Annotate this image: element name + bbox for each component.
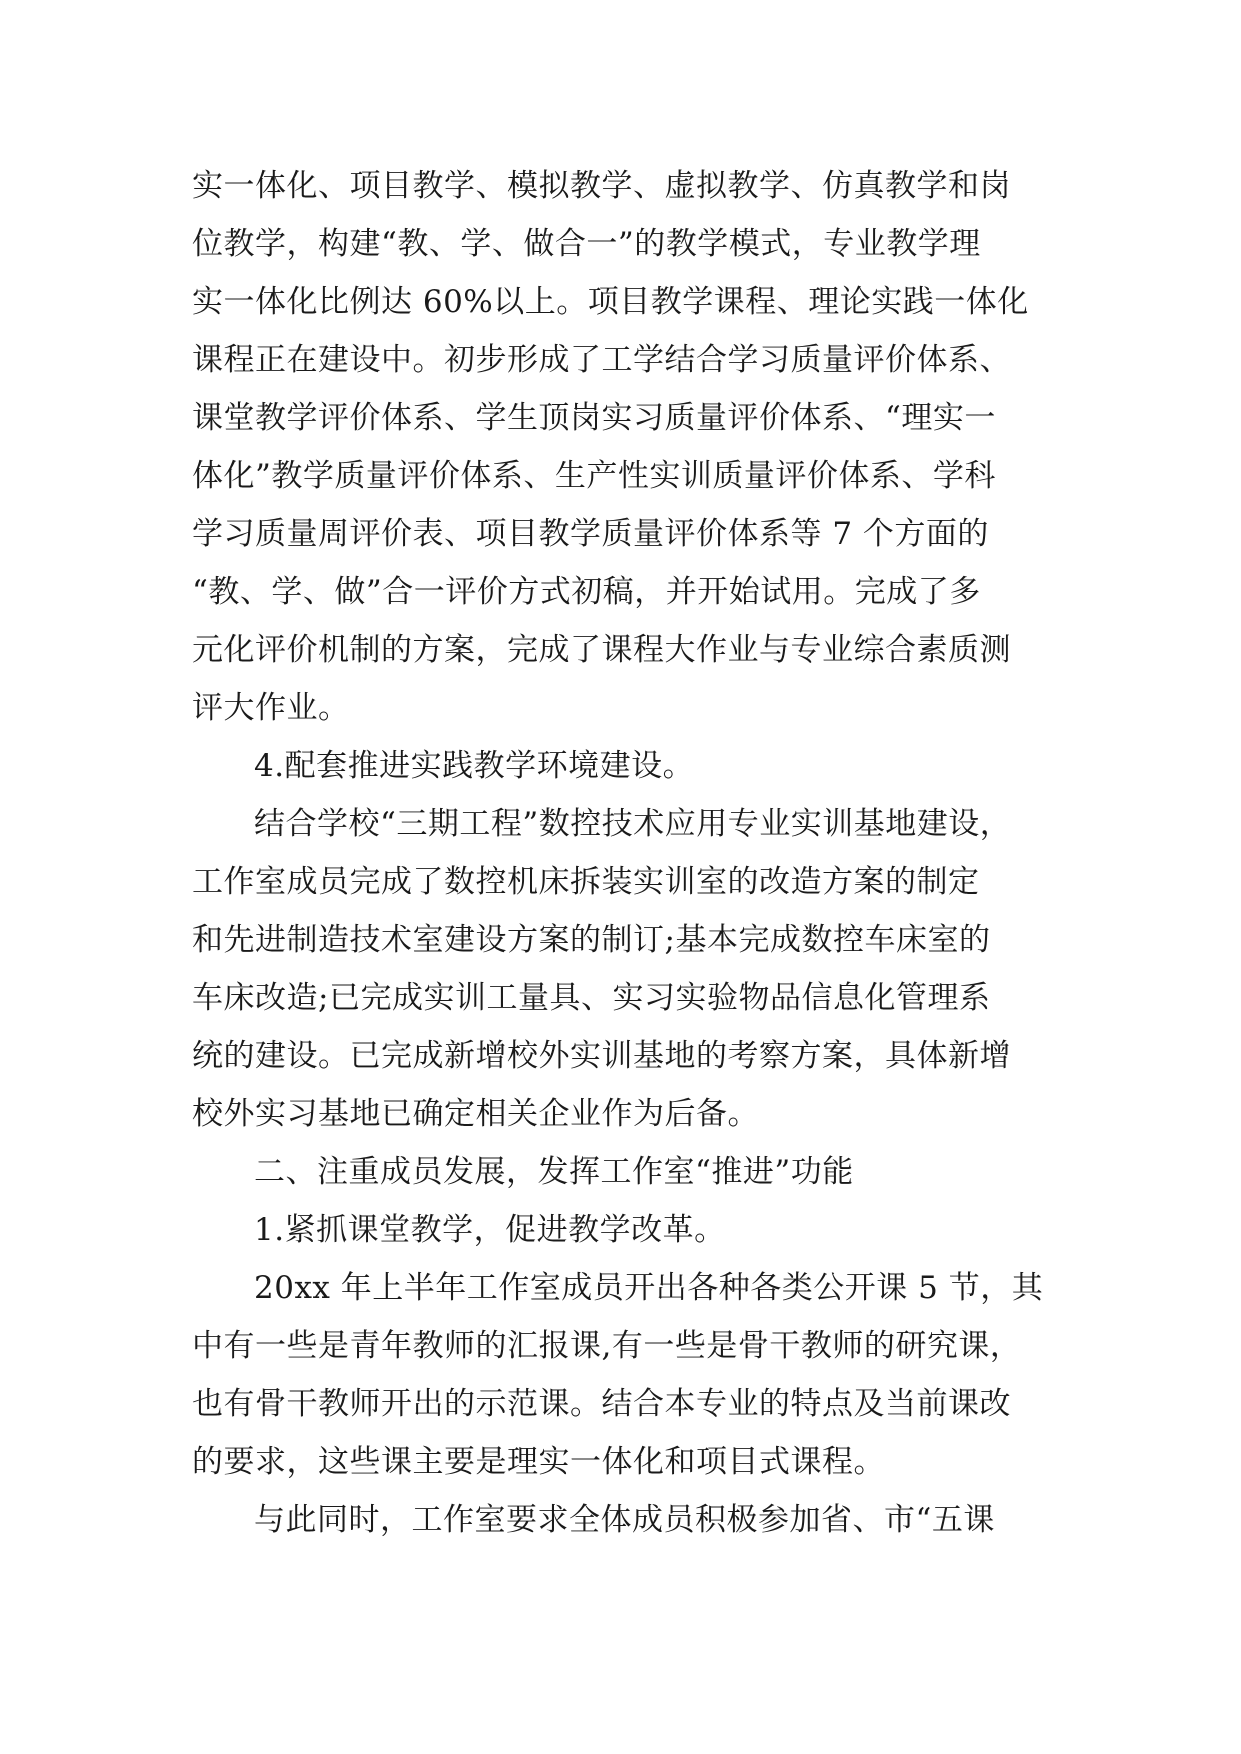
text-line: 车床改造;已完成实训工量具、实习实验物品信息化管理系 bbox=[192, 980, 991, 1016]
text-line: 实一体化比例达 60%以上。项目教学课程、理论实践一体化 bbox=[192, 284, 1029, 320]
text-line: 和先进制造技术室建设方案的制订;基本完成数控车床室的 bbox=[192, 922, 991, 958]
text-line: 结合学校“三期工程”数控技术应用专业实训基地建设， bbox=[254, 806, 1012, 842]
text-line: 课堂教学评价体系、学生顶岗实习质量评价体系、“理实一 bbox=[192, 400, 996, 436]
text-line: 位教学，构建“教、学、做合一”的教学模式，专业教学理 bbox=[192, 226, 981, 262]
text-line: 元化评价机制的方案，完成了课程大作业与专业综合素质测 bbox=[192, 632, 1011, 668]
document-body bbox=[192, 157, 1052, 1549]
text-line: 课程正在建设中。初步形成了工学结合学习质量评价体系、 bbox=[192, 342, 1011, 378]
text-line: 4.配套推进实践教学环境建设。 bbox=[254, 748, 695, 784]
text-line: 二、注重成员发展，发挥工作室“推进”功能 bbox=[254, 1154, 854, 1190]
text-line: 体化”教学质量评价体系、生产性实训质量评价体系、学科 bbox=[192, 458, 996, 494]
text-line: 与此同时，工作室要求全体成员积极参加省、市“五课 bbox=[254, 1502, 995, 1538]
text-line: 也有骨干教师开出的示范课。结合本专业的特点及当前课改 bbox=[192, 1386, 1011, 1422]
text-line: 的要求，这些课主要是理实一体化和项目式课程。 bbox=[192, 1444, 885, 1480]
text-line: 1.紧抓课堂教学，促进教学改革。 bbox=[254, 1212, 726, 1248]
text-line: 学习质量周评价表、项目教学质量评价体系等 7 个方面的 bbox=[192, 516, 989, 552]
text-line: 中有一些是青年教师的汇报课,有一些是骨干教师的研究课， bbox=[192, 1328, 1022, 1364]
text-line: “教、学、做”合一评价方式初稿，并开始试用。完成了多 bbox=[192, 574, 981, 610]
text-line: 20xx 年上半年工作室成员开出各种各类公开课 5 节，其 bbox=[254, 1270, 1044, 1306]
text-line: 统的建设。已完成新增校外实训基地的考察方案，具体新增 bbox=[192, 1038, 1011, 1074]
text-line: 校外实习基地已确定相关企业作为后备。 bbox=[192, 1096, 759, 1132]
text-line: 实一体化、项目教学、模拟教学、虚拟教学、仿真教学和岗 bbox=[192, 168, 1011, 204]
text-line: 评大作业。 bbox=[192, 690, 350, 726]
text-line: 工作室成员完成了数控机床拆装实训室的改造方案的制定 bbox=[192, 864, 980, 900]
